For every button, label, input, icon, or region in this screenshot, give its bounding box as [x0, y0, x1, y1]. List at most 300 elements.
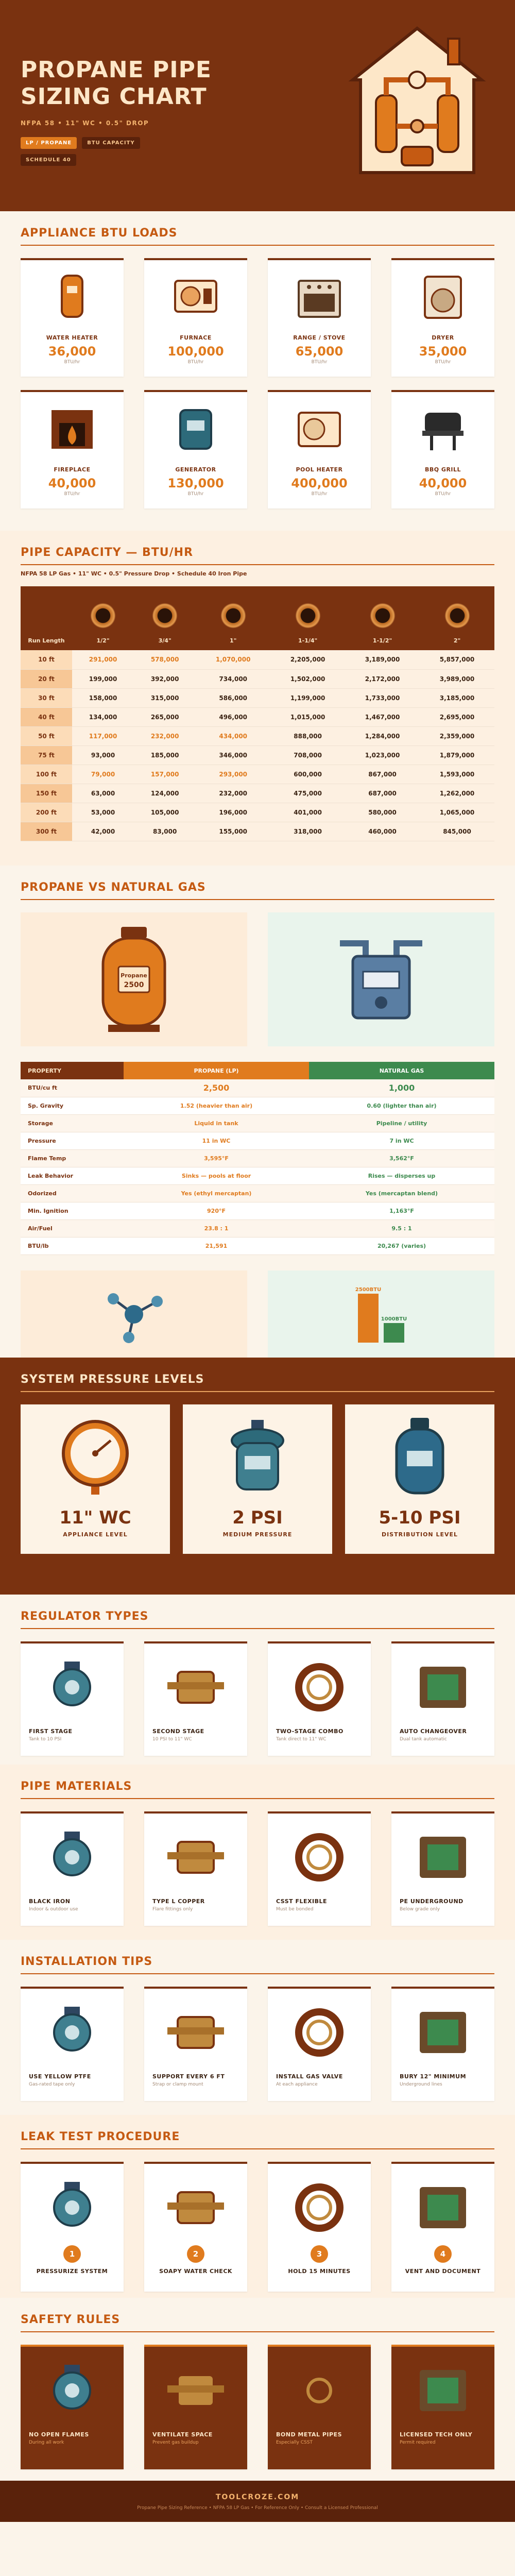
natural-gas-cell: 0.60 (lighter than air)	[309, 1097, 494, 1114]
pipe-size-label: 2"	[453, 637, 461, 644]
capacity-section	[0, 531, 515, 866]
regulators-icon	[286, 1656, 353, 1718]
pipe-size-label: 1/2"	[96, 637, 110, 644]
section-title: INSTALLATION TIPS	[21, 1955, 494, 1974]
appliance-unit: BTU/hr	[435, 360, 451, 365]
card-title: BLACK IRON	[29, 1898, 71, 1905]
capacity-cell: 888,000	[270, 726, 345, 745]
capacity-cell: 3,989,000	[420, 669, 494, 688]
pipe-icon	[443, 601, 472, 630]
pipe-size-label: 1-1/4"	[298, 637, 318, 644]
house-pipes-illustration	[345, 23, 489, 178]
appliance-btu: 130,000	[167, 476, 224, 490]
run-length-cell: 20 ft	[21, 669, 72, 688]
propane-cell: Sinks — pools at floor	[124, 1167, 309, 1184]
table-row	[21, 1132, 494, 1149]
appliance-name: DRYER	[432, 334, 454, 341]
capacity-cell: 1,262,000	[420, 784, 494, 803]
appliance-name: FURNACE	[180, 334, 212, 341]
capacity-cell: 105,000	[134, 803, 196, 822]
capacity-cell: 1,023,000	[345, 745, 420, 765]
card-description: Tank direct to 11" WC	[276, 1737, 327, 1742]
table-row	[21, 650, 494, 669]
table-row	[21, 765, 494, 784]
comparison-table	[21, 1062, 494, 1255]
capacity-cell: 232,000	[196, 784, 270, 803]
appliance-btu: 36,000	[48, 344, 96, 359]
pressure-card	[21, 1404, 170, 1554]
property-cell: Min. Ignition	[21, 1202, 124, 1219]
section-title: PIPE CAPACITY — BTU/HR	[21, 546, 494, 565]
stove-icon	[291, 270, 348, 322]
safety-card	[391, 2345, 494, 2469]
capacity-cell: 346,000	[196, 745, 270, 765]
pressure-section	[0, 1358, 515, 1595]
appliance-name: FIREPLACE	[54, 466, 91, 473]
step-number: 1	[63, 2245, 81, 2263]
section-title: LEAK TEST PROCEDURE	[21, 2130, 494, 2149]
pipe-size-label: 3/4"	[158, 637, 171, 644]
appliance-unit: BTU/hr	[435, 492, 451, 497]
water-heater-icon	[44, 270, 100, 322]
pressure-label: APPLIANCE LEVEL	[63, 1531, 128, 1538]
capacity-cell: 42,000	[72, 822, 134, 841]
capacity-cell: 265,000	[134, 707, 196, 726]
property-cell: Storage	[21, 1114, 124, 1132]
appliance-card	[391, 390, 494, 509]
capacity-cell: 2,359,000	[420, 726, 494, 745]
capacity-cell: 1,199,000	[270, 688, 345, 707]
capacity-cell: 291,000	[72, 650, 134, 669]
property-cell: Flame Temp	[21, 1149, 124, 1167]
card-illustration	[276, 1654, 363, 1721]
pipe-size-header	[420, 586, 494, 650]
leak-icon	[409, 2177, 476, 2239]
natural-gas-cell: Yes (mercaptan blend)	[309, 1184, 494, 1202]
materials-card	[144, 1811, 247, 1926]
tips-section	[0, 1940, 515, 2115]
table-row	[21, 1202, 494, 1219]
capacity-cell: 3,189,000	[345, 650, 420, 669]
card-title: PE UNDERGROUND	[400, 1898, 464, 1905]
appliance-name: GENERATOR	[175, 466, 216, 473]
leak-card	[21, 2162, 124, 2292]
regulator-icon	[216, 1415, 299, 1497]
card-description: Gas-rated tape only	[29, 2082, 75, 2087]
regulators-card	[391, 1641, 494, 1756]
propane-cell: 21,591	[124, 1237, 309, 1255]
appliance-unit: BTU/hr	[311, 360, 328, 365]
capacity-cell: 5,857,000	[420, 650, 494, 669]
appliance-name: BBQ GRILL	[424, 466, 461, 473]
capacity-cell: 83,000	[134, 822, 196, 841]
materials-card	[391, 1811, 494, 1926]
capacity-cell: 460,000	[345, 822, 420, 841]
card-title: TWO-STAGE COMBO	[276, 1728, 344, 1735]
capacity-cell: 134,000	[72, 707, 134, 726]
capacity-cell: 155,000	[196, 822, 270, 841]
card-illustration	[152, 2357, 239, 2424]
materials-card	[268, 1811, 371, 1926]
page-subtitle: NFPA 58 • 11" WC • 0.5" DROP	[21, 120, 149, 127]
safety-section	[0, 2298, 515, 2481]
footer	[0, 2481, 515, 2522]
card-illustration	[276, 2174, 363, 2241]
card-description: Underground lines	[400, 2082, 442, 2087]
pipe-icon	[89, 601, 117, 630]
card-description: Must be bonded	[276, 1907, 314, 1912]
capacity-cell: 580,000	[345, 803, 420, 822]
card-illustration	[29, 1824, 115, 1891]
regulators-card	[21, 1641, 124, 1756]
tips-card	[144, 1987, 247, 2101]
appliance-card	[21, 390, 124, 509]
card-description: Especially CSST	[276, 2440, 313, 2445]
safety-icon	[409, 2360, 476, 2421]
footer-brand: TOOLCROZE.COM	[215, 2493, 300, 2501]
tag-pill: SCHEDULE 40	[21, 154, 76, 166]
table-row	[21, 669, 494, 688]
card-illustration	[400, 2357, 486, 2424]
propane-cell: Yes (ethyl mercaptan)	[124, 1184, 309, 1202]
tips-card	[391, 1987, 494, 2101]
step-number: 2	[187, 2245, 204, 2263]
section-title: PIPE MATERIALS	[21, 1780, 494, 1799]
card-title: NO OPEN FLAMES	[29, 2431, 89, 2438]
property-cell: Pressure	[21, 1132, 124, 1149]
propane-cell: 2,500	[124, 1079, 309, 1097]
materials-icon	[409, 1826, 476, 1888]
run-length-cell: 30 ft	[21, 688, 72, 707]
table-note: NFPA 58 LP Gas • 11" WC • 0.5" Pressure Drop • Schedule 40 Iron Pipe	[21, 570, 247, 577]
safety-card	[268, 2345, 371, 2469]
pipe-size-header	[345, 586, 420, 650]
materials-icon	[39, 1826, 106, 1888]
run-length-cell: 150 ft	[21, 784, 72, 803]
section-title: SAFETY RULES	[21, 2313, 494, 2332]
natural-gas-bar-label: 1000BTU	[381, 1316, 407, 1322]
safety-icon	[286, 2360, 353, 2421]
capacity-cell: 293,000	[196, 765, 270, 784]
pressure-card	[183, 1404, 332, 1554]
card-title: SECOND STAGE	[152, 1728, 204, 1735]
natural-gas-cell: 9.5 : 1	[309, 1219, 494, 1237]
molecule-icon	[98, 1283, 170, 1345]
capacity-cell: 196,000	[196, 803, 270, 822]
footer-text: Propane Pipe Sizing Reference • NFPA 58 LP Gas • For Reference Only • Consult a Licensed Professional	[137, 2505, 378, 2511]
leak-card	[268, 2162, 371, 2292]
gas-meter-panel	[268, 912, 494, 1046]
section-title: REGULATOR TYPES	[21, 1610, 494, 1629]
capacity-cell: 318,000	[270, 822, 345, 841]
card-title: LICENSED TECH ONLY	[400, 2431, 473, 2438]
card-illustration	[29, 1999, 115, 2066]
capacity-cell: 3,185,000	[420, 688, 494, 707]
page-title: PROPANE PIPE SIZING CHART	[21, 57, 212, 110]
propane-bar	[358, 1294, 379, 1343]
column-header: NATURAL GAS	[309, 1062, 494, 1079]
capacity-cell: 867,000	[345, 765, 420, 784]
tag-pill: BTU CAPACITY	[82, 137, 140, 149]
appliance-btu: 400,000	[291, 476, 348, 490]
capacity-cell: 124,000	[134, 784, 196, 803]
regulators-card	[268, 1641, 371, 1756]
pool-heater-icon	[291, 402, 348, 454]
tank-icon	[379, 1415, 461, 1497]
pressure-value: 11" WC	[59, 1507, 131, 1528]
tips-icon	[39, 2002, 106, 2063]
card-description: 10 PSI to 11" WC	[152, 1737, 192, 1742]
capacity-cell: 2,695,000	[420, 707, 494, 726]
safety-icon	[162, 2360, 229, 2421]
capacity-cell: 2,205,000	[270, 650, 345, 669]
card-illustration	[400, 2174, 486, 2241]
natural-gas-bar	[384, 1323, 404, 1343]
property-cell: BTU/lb	[21, 1237, 124, 1255]
card-illustration	[276, 1824, 363, 1891]
card-description: Dual tank automatic	[400, 1737, 447, 1742]
column-header: PROPERTY	[21, 1062, 124, 1079]
materials-card	[21, 1811, 124, 1926]
table-row	[21, 745, 494, 765]
regulators-card	[144, 1641, 247, 1756]
card-illustration	[276, 1999, 363, 2066]
appliance-card	[391, 258, 494, 377]
dryer-icon	[415, 270, 471, 322]
table-row	[21, 1219, 494, 1237]
property-cell: Odorized	[21, 1184, 124, 1202]
appliance-unit: BTU/hr	[187, 492, 204, 497]
appliance-name: POOL HEATER	[296, 466, 343, 473]
appliance-name: WATER HEATER	[46, 334, 98, 341]
property-cell: Leak Behavior	[21, 1167, 124, 1184]
card-illustration	[152, 1824, 239, 1891]
card-illustration	[276, 2357, 363, 2424]
pipe-size-label: 1"	[229, 637, 237, 644]
capacity-cell: 1,502,000	[270, 669, 345, 688]
capacity-cell: 734,000	[196, 669, 270, 688]
column-header: Run Length	[21, 586, 72, 650]
capacity-cell: 315,000	[134, 688, 196, 707]
section-title: SYSTEM PRESSURE LEVELS	[21, 1373, 494, 1392]
propane-cell: 1.52 (heavier than air)	[124, 1097, 309, 1114]
regulators-icon	[162, 1656, 229, 1718]
table-row	[21, 726, 494, 745]
table-row	[21, 1149, 494, 1167]
table-row	[21, 1184, 494, 1202]
capacity-cell: 63,000	[72, 784, 134, 803]
run-length-cell: 300 ft	[21, 822, 72, 841]
card-title: PRESSURIZE SYSTEM	[36, 2268, 108, 2275]
propane-cell: Liquid in tank	[124, 1114, 309, 1132]
run-length-cell: 40 ft	[21, 707, 72, 726]
card-description: Permit required	[400, 2440, 436, 2445]
table-row	[21, 784, 494, 803]
fireplace-icon	[44, 402, 100, 454]
capacity-cell: 53,000	[72, 803, 134, 822]
step-number: 4	[434, 2245, 452, 2263]
card-description: At each appliance	[276, 2082, 318, 2087]
card-title: USE YELLOW PTFE	[29, 2073, 91, 2080]
pipe-icon	[219, 601, 248, 630]
natural-gas-cell: 3,562°F	[309, 1149, 494, 1167]
card-illustration	[400, 1999, 486, 2066]
table-row	[21, 1097, 494, 1114]
propane-cell: 3,595°F	[124, 1149, 309, 1167]
tips-card	[268, 1987, 371, 2101]
capacity-cell: 475,000	[270, 784, 345, 803]
table-row	[21, 707, 494, 726]
capacity-cell: 1,879,000	[420, 745, 494, 765]
pipe-size-header	[270, 586, 345, 650]
property-cell: Air/Fuel	[21, 1219, 124, 1237]
pipe-size-header	[72, 586, 134, 650]
column-header: PROPANE (LP)	[124, 1062, 309, 1079]
capacity-cell: 79,000	[72, 765, 134, 784]
card-description: Strap or clamp mount	[152, 2082, 203, 2087]
capacity-cell: 586,000	[196, 688, 270, 707]
card-title: CSST FLEXIBLE	[276, 1898, 327, 1905]
appliance-btu: 40,000	[48, 476, 96, 490]
card-title: TYPE L COPPER	[152, 1898, 205, 1905]
capacity-cell: 1,015,000	[270, 707, 345, 726]
pressure-card	[345, 1404, 494, 1554]
table-row	[21, 1237, 494, 1255]
pressure-label: MEDIUM PRESSURE	[222, 1531, 293, 1538]
card-title: HOLD 15 MINUTES	[288, 2268, 351, 2275]
capacity-cell: 2,172,000	[345, 669, 420, 688]
pressure-value: 2 PSI	[232, 1507, 283, 1528]
card-title: FIRST STAGE	[29, 1728, 73, 1735]
appliance-card	[21, 258, 124, 377]
appliance-unit: BTU/hr	[64, 360, 80, 365]
regulator-section	[0, 1595, 515, 1765]
section-title: PROPANE VS NATURAL GAS	[21, 881, 494, 900]
gas-meter-icon	[330, 928, 433, 1031]
capacity-cell: 1,733,000	[345, 688, 420, 707]
step-number: 3	[311, 2245, 328, 2263]
propane-bar-label: 2500BTU	[355, 1286, 382, 1293]
appliance-card	[144, 258, 247, 377]
appliance-grid	[21, 258, 494, 509]
pipe-icon	[294, 601, 322, 630]
capacity-cell: 496,000	[196, 707, 270, 726]
propane-tank-icon	[93, 923, 175, 1036]
appliance-card	[144, 390, 247, 509]
capacity-cell: 1,284,000	[345, 726, 420, 745]
card-title: INSTALL GAS VALVE	[276, 2073, 343, 2080]
materials-icon	[286, 1826, 353, 1888]
natural-gas-cell: 7 in WC	[309, 1132, 494, 1149]
leak-icon	[162, 2177, 229, 2239]
capacity-cell: 1,070,000	[196, 650, 270, 669]
safety-card	[21, 2345, 124, 2469]
capacity-cell: 1,065,000	[420, 803, 494, 822]
card-description: Below grade only	[400, 1907, 440, 1912]
propane-tank-panel	[21, 912, 247, 1046]
table-row	[21, 688, 494, 707]
table-row	[21, 1167, 494, 1184]
capacity-cell: 578,000	[134, 650, 196, 669]
pipe-icon	[150, 601, 179, 630]
capacity-cell: 158,000	[72, 688, 134, 707]
capacity-cell: 708,000	[270, 745, 345, 765]
capacity-table	[21, 586, 494, 841]
card-title: SUPPORT EVERY 6 FT	[152, 2073, 225, 2080]
card-illustration	[29, 2357, 115, 2424]
appliance-btu: 35,000	[419, 344, 467, 359]
pipe-size-label: 1-1/2"	[372, 637, 392, 644]
capacity-cell: 1,593,000	[420, 765, 494, 784]
card-title: AUTO CHANGEOVER	[400, 1728, 467, 1735]
pressure-label: DISTRIBUTION LEVEL	[381, 1531, 458, 1538]
pipe-icon	[368, 601, 397, 630]
card-title: VENTILATE SPACE	[152, 2431, 213, 2438]
appliance-unit: BTU/hr	[64, 492, 80, 497]
appliance-btu: 100,000	[167, 344, 224, 359]
furnace-icon	[167, 270, 224, 322]
appliance-card	[268, 390, 371, 509]
card-title: SOAPY WATER CHECK	[159, 2268, 232, 2275]
capacity-cell: 845,000	[420, 822, 494, 841]
run-length-cell: 50 ft	[21, 726, 72, 745]
card-description: Prevent gas buildup	[152, 2440, 199, 2445]
card-illustration	[29, 2174, 115, 2241]
tank-label: Propane	[121, 972, 147, 979]
card-illustration	[400, 1654, 486, 1721]
run-length-cell: 75 ft	[21, 745, 72, 765]
card-illustration	[29, 1654, 115, 1721]
appliance-unit: BTU/hr	[187, 360, 204, 365]
leak-icon	[39, 2177, 106, 2239]
card-illustration	[400, 1824, 486, 1891]
property-cell: BTU/cu ft	[21, 1079, 124, 1097]
capacity-cell: 199,000	[72, 669, 134, 688]
appliance-unit: BTU/hr	[311, 492, 328, 497]
card-title: VENT AND DOCUMENT	[405, 2268, 481, 2275]
leak-section	[0, 2115, 515, 2298]
safety-card	[144, 2345, 247, 2469]
tank-value: 2500	[124, 981, 144, 989]
materials-icon	[162, 1826, 229, 1888]
capacity-cell: 401,000	[270, 803, 345, 822]
table-row	[21, 1114, 494, 1132]
pressure-gauge-icon	[54, 1415, 136, 1497]
capacity-cell: 93,000	[72, 745, 134, 765]
tips-icon	[162, 2002, 229, 2063]
run-length-cell: 10 ft	[21, 650, 72, 669]
leak-card	[144, 2162, 247, 2292]
capacity-cell: 434,000	[196, 726, 270, 745]
capacity-cell: 392,000	[134, 669, 196, 688]
card-title: BOND METAL PIPES	[276, 2431, 342, 2438]
capacity-cell: 600,000	[270, 765, 345, 784]
appliance-card	[268, 258, 371, 377]
appliance-section	[0, 211, 515, 531]
tips-icon	[409, 2002, 476, 2063]
capacity-cell: 1,467,000	[345, 707, 420, 726]
tips-card	[21, 1987, 124, 2101]
table-row	[21, 1079, 494, 1097]
natural-gas-cell: 1,000	[309, 1079, 494, 1097]
run-length-cell: 200 ft	[21, 803, 72, 822]
card-description: During all work	[29, 2440, 64, 2445]
propane-cell: 11 in WC	[124, 1132, 309, 1149]
regulators-icon	[409, 1656, 476, 1718]
natural-gas-cell: 1,163°F	[309, 1202, 494, 1219]
card-title: BURY 12" MINIMUM	[400, 2073, 467, 2080]
pipe-size-header	[196, 586, 270, 650]
